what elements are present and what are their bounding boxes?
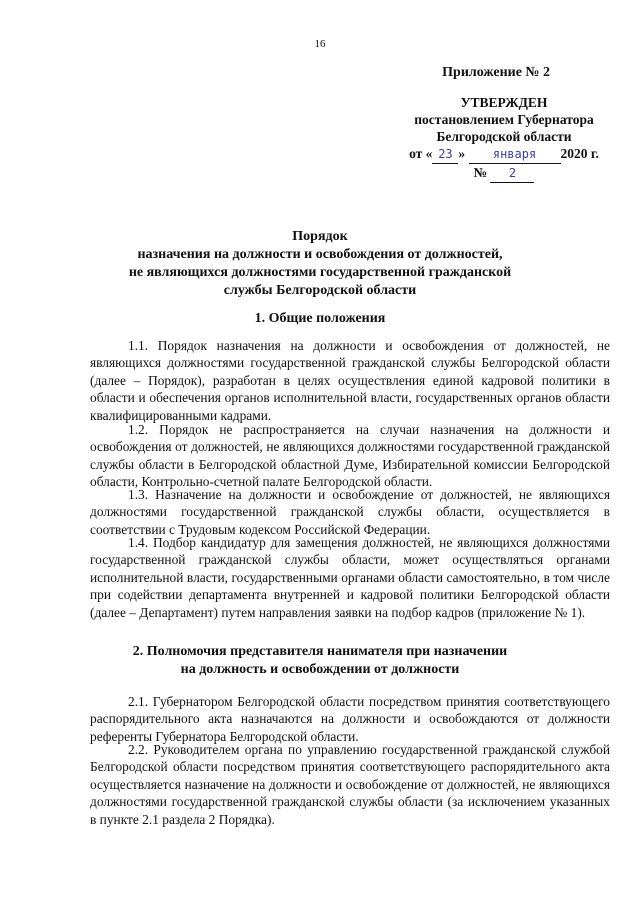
date-year: 2020 г.: [560, 146, 599, 161]
section-2-heading-line-1: 2. Полномочия представителя нанимателя при назначении: [132, 644, 508, 659]
title-line-2: назначения на должности и освобождения от должностей,: [137, 247, 503, 262]
paragraph-1-4: 1.4. Подбор кандидатур для замещения должностей, не являющихся должностями государственной гражданской службы области, может осуществляться органами исполнительной власти, государственными органами области самостоятельно, в том числе при содействии департамента внутренней и кадровой политики Белгородской области (далее – Департамент) путем направления заявки на подбор кадров (приложение № 1).: [90, 535, 610, 620]
appendix-label: Приложение № 2: [442, 65, 550, 80]
date-mid: »: [458, 146, 466, 161]
section-2-heading-line-2: на должность и освобождении от должности: [180, 662, 460, 677]
section-2-heading: [90, 643, 550, 679]
number-prefix: №: [473, 165, 488, 180]
approval-number: [398, 164, 610, 183]
paragraph-1-1: 1.1. Порядок назначения на должности и освобождения от должностей, не являющихся должностями государственной гражданской службы Белгородской области (далее – Порядок), разработан в целях осуществления единой кадровой политики в области и обеспечения органов исполнительной власти, государственных органов области квалифицированными кадрами.: [90, 338, 610, 423]
approval-block: [398, 94, 610, 183]
title-line-4: службы Белгородской области: [223, 283, 417, 298]
date-month: января: [469, 146, 561, 164]
approval-region: Белгородской области: [436, 129, 572, 144]
document-title: [100, 228, 540, 300]
title-line-1: Порядок: [292, 229, 348, 244]
paragraph-2-2: 2.2. Руководителем органа по управлению государственной гражданской службой Белгородской области посредством принятия соответствующего распорядительного акта осуществляется назначение на должности и освобождение от должностей, не являющихся должностями государственной гражданской службы области (за исключением указанных в пункте 2.1 раздела 2 Порядка).: [90, 742, 610, 827]
paragraph-2-1: 2.1. Губернатором Белгородской области посредством принятия соответствующего распорядительного акта назначаются на должности и освобождаются от должности референты Губернатора Белгородской области.: [90, 694, 610, 744]
date-prefix: от «: [409, 146, 433, 161]
paragraph-1-2: 1.2. Порядок не распространяется на случаи назначения на должности и освобождения от должностей, не являющихся должностями государственной гражданской службы области в Белгородской областной Думе, Избирательной комиссии Белгородской области, Контрольно-счетной палате Белгородской области.: [90, 422, 610, 490]
approval-decree: постановлением Губернатора: [414, 112, 594, 127]
approval-title: УТВЕРЖДЕН: [460, 95, 548, 110]
section-1-heading: 1. Общие положения: [254, 311, 386, 326]
date-day: 23: [432, 146, 458, 164]
page-number: 16: [314, 38, 326, 50]
title-line-3: не являющихся должностями государственной гражданской: [128, 265, 512, 280]
number-value: 2: [490, 165, 534, 183]
paragraph-1-3: 1.3. Назначение на должности и освобождение от должностей, не являющихся должностями государственной гражданской службы области, осуществляется в соответствии с Трудовым кодексом Российской Федерации.: [90, 487, 610, 537]
approval-date: [398, 145, 610, 164]
